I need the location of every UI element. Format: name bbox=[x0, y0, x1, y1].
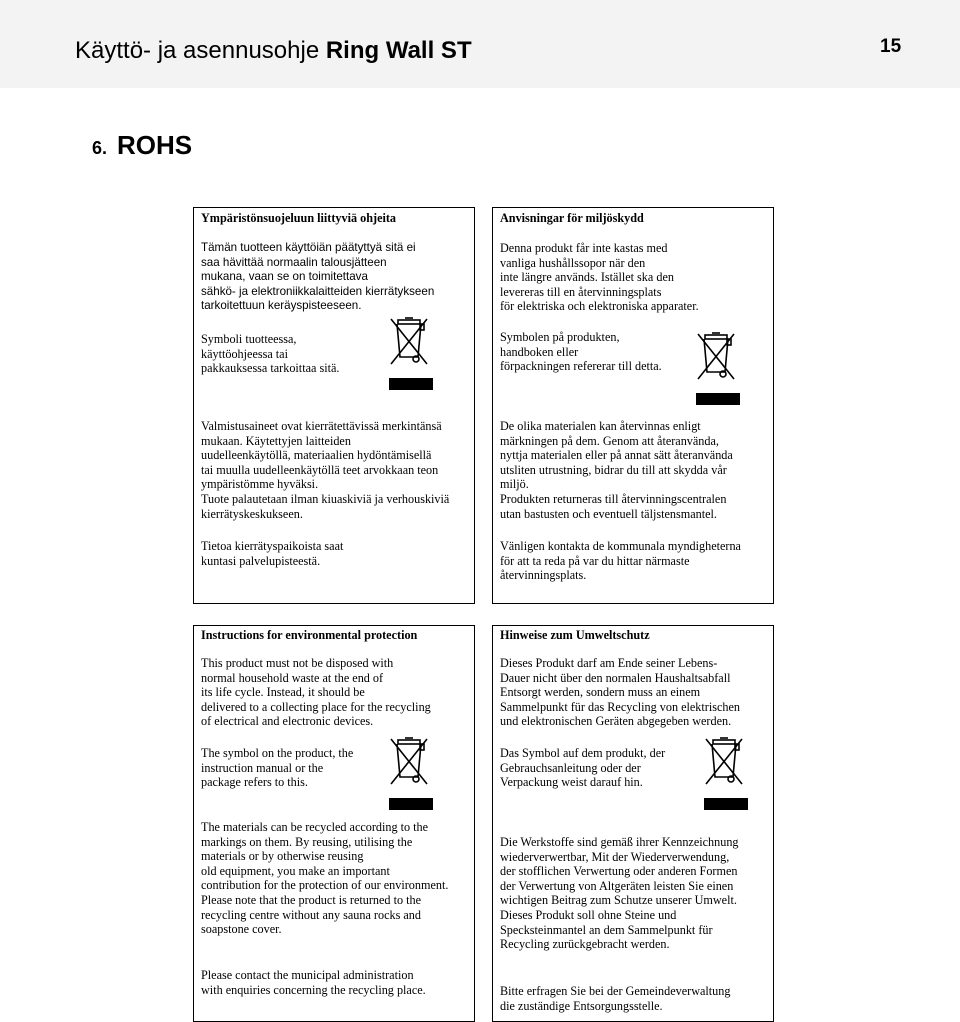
box-finnish-para4: Tietoa kierrätyspaikoista saat kuntasi palvelupisteestä. bbox=[201, 539, 344, 568]
section-title: ROHS bbox=[117, 130, 193, 160]
box-german-para1: Dieses Produkt darf am Ende seiner Lebens- Dauer nicht über den normalen Haushaltsabfall Entsorgt werden, sondern muss an einem Sammelpunkt für das Recycling von elektrischen und elektronischen Geräten abgegeben werden. bbox=[500, 656, 740, 729]
page-number: 15 bbox=[880, 36, 902, 57]
box-swedish-para3: De olika materialen kan återvinnas enligt märkningen på dem. Genom att återanvända, nyttja materialen eller på annat sätt återanvända utsliten utrustning, bidrar du till att skydda vår miljö. Produkten returneras till återvinningscentralen utan bastusten och eventuell täljstensmantel. bbox=[500, 419, 733, 521]
crossed-out-wheelie-bin-icon bbox=[385, 730, 433, 812]
box-swedish-para2: Symbolen på produkten, handboken eller förpackningen refererar till detta. bbox=[500, 330, 662, 374]
section-number: 6. bbox=[92, 138, 108, 158]
box-german-heading: Hinweise zum Umweltschutz bbox=[500, 628, 650, 642]
box-german-para4: Bitte erfragen Sie bei der Gemeindeverwaltung die zuständige Entsorgungsstelle. bbox=[500, 984, 731, 1013]
box-swedish-para4: Vänligen kontakta de kommunala myndigheterna för att ta reda på var du hittar närmaste återvinningsplats. bbox=[500, 539, 741, 583]
document-title-prefix: Käyttö- ja asennusohje bbox=[75, 37, 326, 64]
box-finnish-heading: Ympäristönsuojeluun liittyviä ohjeita bbox=[201, 211, 397, 225]
document-title bbox=[75, 37, 472, 65]
crossed-out-wheelie-bin-icon bbox=[692, 325, 740, 407]
box-finnish-para1: Tämän tuotteen käyttöiän päätyttyä sitä ei saa hävittää normaalin talousjätteen mukana, vaan se on toimitettava sähkö- ja elektroniikkalaitteiden kierrätykseen tarkoitettuun keräyspisteeseen. bbox=[201, 241, 435, 313]
section-heading bbox=[92, 130, 192, 161]
box-swedish-heading: Anvisningar för miljöskydd bbox=[500, 211, 644, 225]
box-english-heading: Instructions for environmental protection bbox=[201, 628, 418, 642]
page-header bbox=[0, 0, 960, 88]
box-swedish-para1: Denna produkt får inte kastas med vanliga hushållssopor när den inte längre används. Istället ska den levereras till en återvinningsplats för elektriska och elektroniska apparater. bbox=[500, 241, 699, 314]
box-german-para3: Die Werkstoffe sind gemäß ihrer Kennzeichnung wiederverwertbar, Mit der Wiederverwendung, der stofflichen Verwertung oder anderen Formen der Verwertung von Altgeräten leisten Sie einen wichtigen Beitrag zum Schutze unserer Umwelt. Dieses Produkt soll ohne Steine und Specksteinmantel an dem Sammelpunkt für Recycling zurückgebracht werden. bbox=[500, 835, 739, 952]
box-english-para4: Please contact the municipal administration with enquiries concerning the recycling place. bbox=[201, 968, 426, 997]
document-title-product: Ring Wall ST bbox=[325, 37, 472, 64]
box-english-para2: The symbol on the product, the instruction manual or the package refers to this. bbox=[201, 746, 354, 790]
box-finnish-para2: Symboli tuotteessa, käyttöohjeessa tai pakkauksessa tarkoittaa sitä. bbox=[201, 332, 340, 376]
crossed-out-wheelie-bin-icon bbox=[700, 730, 748, 812]
crossed-out-wheelie-bin-icon bbox=[385, 310, 433, 392]
box-finnish-para3: Valmistusaineet ovat kierrätettävissä merkintänsä mukaan. Käytettyjen laitteiden uudelleenkäytöllä, materiaalien hydöntämisellä tai muulla uudelleenkäytöllä teet arvokkaan teon ympäristömme hyväksi. Tuote palautetaan ilman kiuaskiviä ja verhouskiviä kierrätyskeskukseen. bbox=[201, 419, 450, 521]
box-german-para2: Das Symbol auf dem produkt, der Gebrauchsanleitung oder der Verpackung weist darauf hin. bbox=[500, 746, 666, 790]
box-english-para1: This product must not be disposed with normal household waste at the end of its life cycle. Instead, it should be delivered to a collecting place for the recycling of electrical and electronic devices. bbox=[201, 656, 431, 729]
box-english-para3: The materials can be recycled according to the markings on them. By reusing, utilising the materials or by otherwise reusing old equipment, you make an important contribution for the protection of our environment. Please note that the product is returned to the recycling centre without any sauna rocks and soapstone cover. bbox=[201, 820, 449, 937]
